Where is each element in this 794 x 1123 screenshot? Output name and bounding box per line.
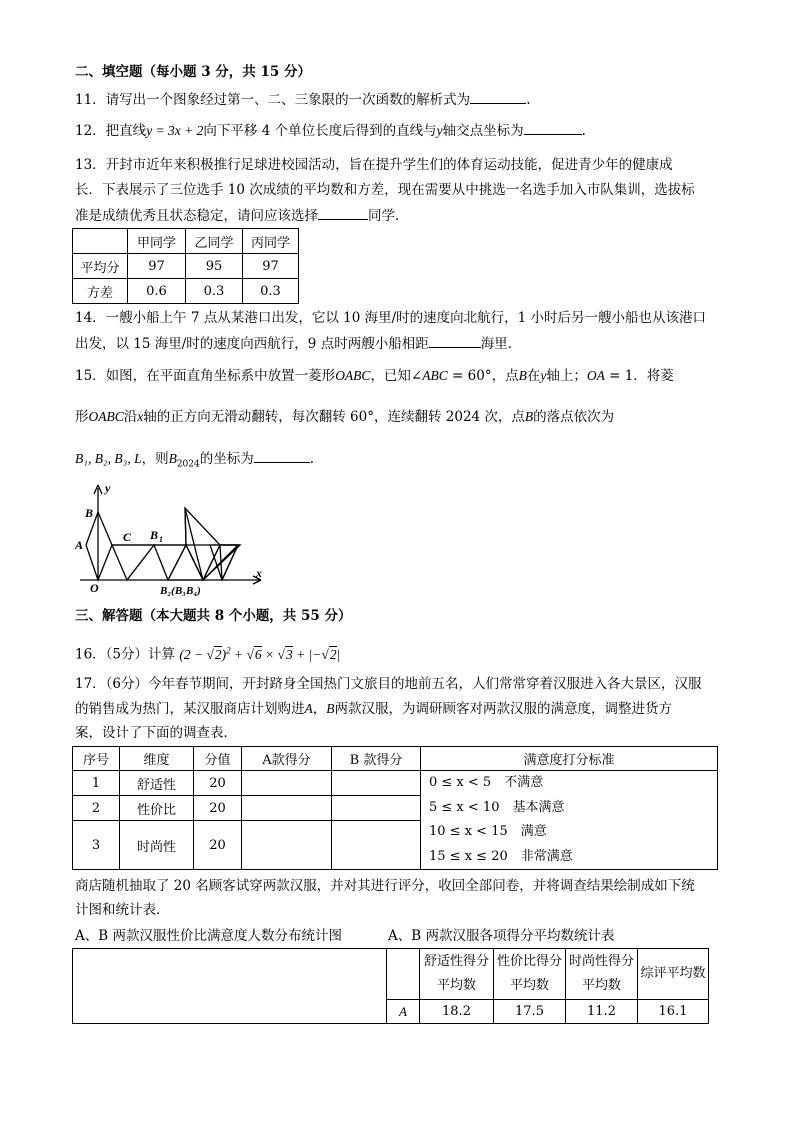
- svg-text:C: C: [123, 530, 132, 544]
- section-heading: 二、填空题（每小题 3 分，共 15 分）: [75, 64, 311, 80]
- answer-blank: [318, 205, 368, 220]
- svg-text:B: B: [150, 528, 159, 542]
- table-row: A 18.2 17.5 11.2 16.1: [73, 1000, 709, 1024]
- chart-placeholder: [73, 949, 387, 1024]
- answer-blank: [429, 333, 481, 348]
- svg-text:B: B: [85, 506, 94, 520]
- svg-text:1: 1: [159, 535, 163, 544]
- scores-table: 甲同学 乙同学 丙同学 平均分 97 95 97 方差 0.6 0.3 0.3: [72, 228, 299, 304]
- chart-caption: A、B 两款汉服性价比满意度人数分布统计图: [75, 928, 342, 944]
- question-17-line3: 案，设计了下面的调查表．: [75, 725, 237, 741]
- satisfaction-standards: 0 ≤ x < 5 不满意 5 ≤ x < 10 基本满意 10 ≤ x < 15 满意 15 ≤ x ≤ 20 非常满意: [421, 771, 718, 870]
- question-15-line3: B₁, B₂, B₃, L，则$B_{2024}$的坐标为 .: [75, 448, 314, 475]
- svg-text:x: x: [256, 566, 262, 580]
- svg-text:y: y: [105, 481, 111, 495]
- question-17-line1: 17．（6分）今年春节期间，开封跻身全国热门文旅目的地前五名，人们常常穿着汉服进入各大景区，汉服: [75, 676, 702, 692]
- question-16: 16．（5分）计算 $(2 - √2)^2 + √6 \times √3 + |-√2|$: [75, 645, 341, 663]
- svg-text:A: A: [75, 538, 84, 552]
- question-14-line1: 14．一艘小船上午 7 点从某港口出发，它以 10 海里/时的速度向北航行，1 小时后另一艘小船也从该港口: [75, 310, 707, 326]
- question-15-line1: 15．如图，在平面直角坐标系中放置一菱形OABC，已知∠ABC = 60°，点B在y轴上；OA = 1．将菱: [75, 368, 674, 384]
- answer-blank: [254, 448, 310, 463]
- section-heading: 三、解答题（本大题共 8 个小题，共 55 分）: [75, 608, 352, 624]
- average-scores-table: 舒适性得分平均数 性价比得分平均数 时尚性得分平均数 综评平均数 A 18.2 17.5 11.2 16.1: [72, 948, 709, 1024]
- question-14-line2: 出发，以 15 海里/时的速度向西航行，9 点时两艘小船相距 海里．: [75, 333, 521, 354]
- question-17-line5: 计图和统计表．: [75, 902, 170, 918]
- table-caption: A、B 两款汉服各项得分平均数统计表: [388, 928, 615, 944]
- question-13-line2: 长．下表展示了三位选手 10 次成绩的平均数和方差，现在需要从中挑选一名选手加入市队集训，选拔标: [75, 182, 695, 198]
- table-row: 3 时尚性 20: [73, 821, 718, 870]
- svg-text:B₂(B₃B₄): B₂(B₃B₄): [160, 585, 201, 597]
- table-row: 2 性价比 20: [73, 796, 718, 821]
- question-17-line2: 的销售成为热门，某汉服商店计划购进A，B两款汉服，为调研顾客对两款汉服的满意度，调整进货方: [75, 701, 672, 717]
- answer-blank: [524, 120, 582, 135]
- question-13-line1: 13．开封市近年来积极推行足球进校园活动，旨在提升学生们的体育运动技能，促进青少年的健康成: [75, 157, 673, 173]
- svg-text:O: O: [90, 581, 99, 595]
- rhombus-oabc: [86, 512, 112, 580]
- question-11: 11．请写出一个图象经过第一、二、三象限的一次函数的解析式为 .: [75, 89, 530, 110]
- rhombus-figure: [70, 480, 270, 602]
- survey-table: 序号 维度 分值 A款得分 B 款得分 满意度打分标准 1 舒适性 20 0 ≤ x < 5 不满意 5 ≤ x < 10 基本满意 10 ≤ x < 15 满意 15 ≤ x ≤ 20 非常满意 2 性价比 20 3 时尚性 20: [72, 746, 718, 870]
- answer-blank: [470, 89, 526, 104]
- table-row: 平均分 97 95 97: [73, 254, 299, 279]
- table-row: 1 舒适性 20 0 ≤ x < 5 不满意 5 ≤ x < 10 基本满意 10 ≤ x < 15 满意 15 ≤ x ≤ 20 非常满意: [73, 771, 718, 796]
- question-17-line4: 商店随机抽取了 20 名顾客试穿两款汉服，并对其进行评分，收回全部问卷，并将调查结果绘制成如下统: [75, 878, 695, 894]
- question-13-line3: 准是成绩优秀且状态稳定，请问应该选择 同学．: [75, 205, 409, 226]
- question-12: 12．把直线y = 3x + 2向下平移 4 个单位长度后得到的直线与y轴交点坐标为 .: [75, 120, 586, 141]
- table-row: 方差 0.6 0.3 0.3: [73, 279, 299, 304]
- question-15-line2: 形OABC沿x轴的正方向无滑动翻转，每次翻转 60°，连续翻转 2024 次，点B的落点依次为: [75, 409, 615, 425]
